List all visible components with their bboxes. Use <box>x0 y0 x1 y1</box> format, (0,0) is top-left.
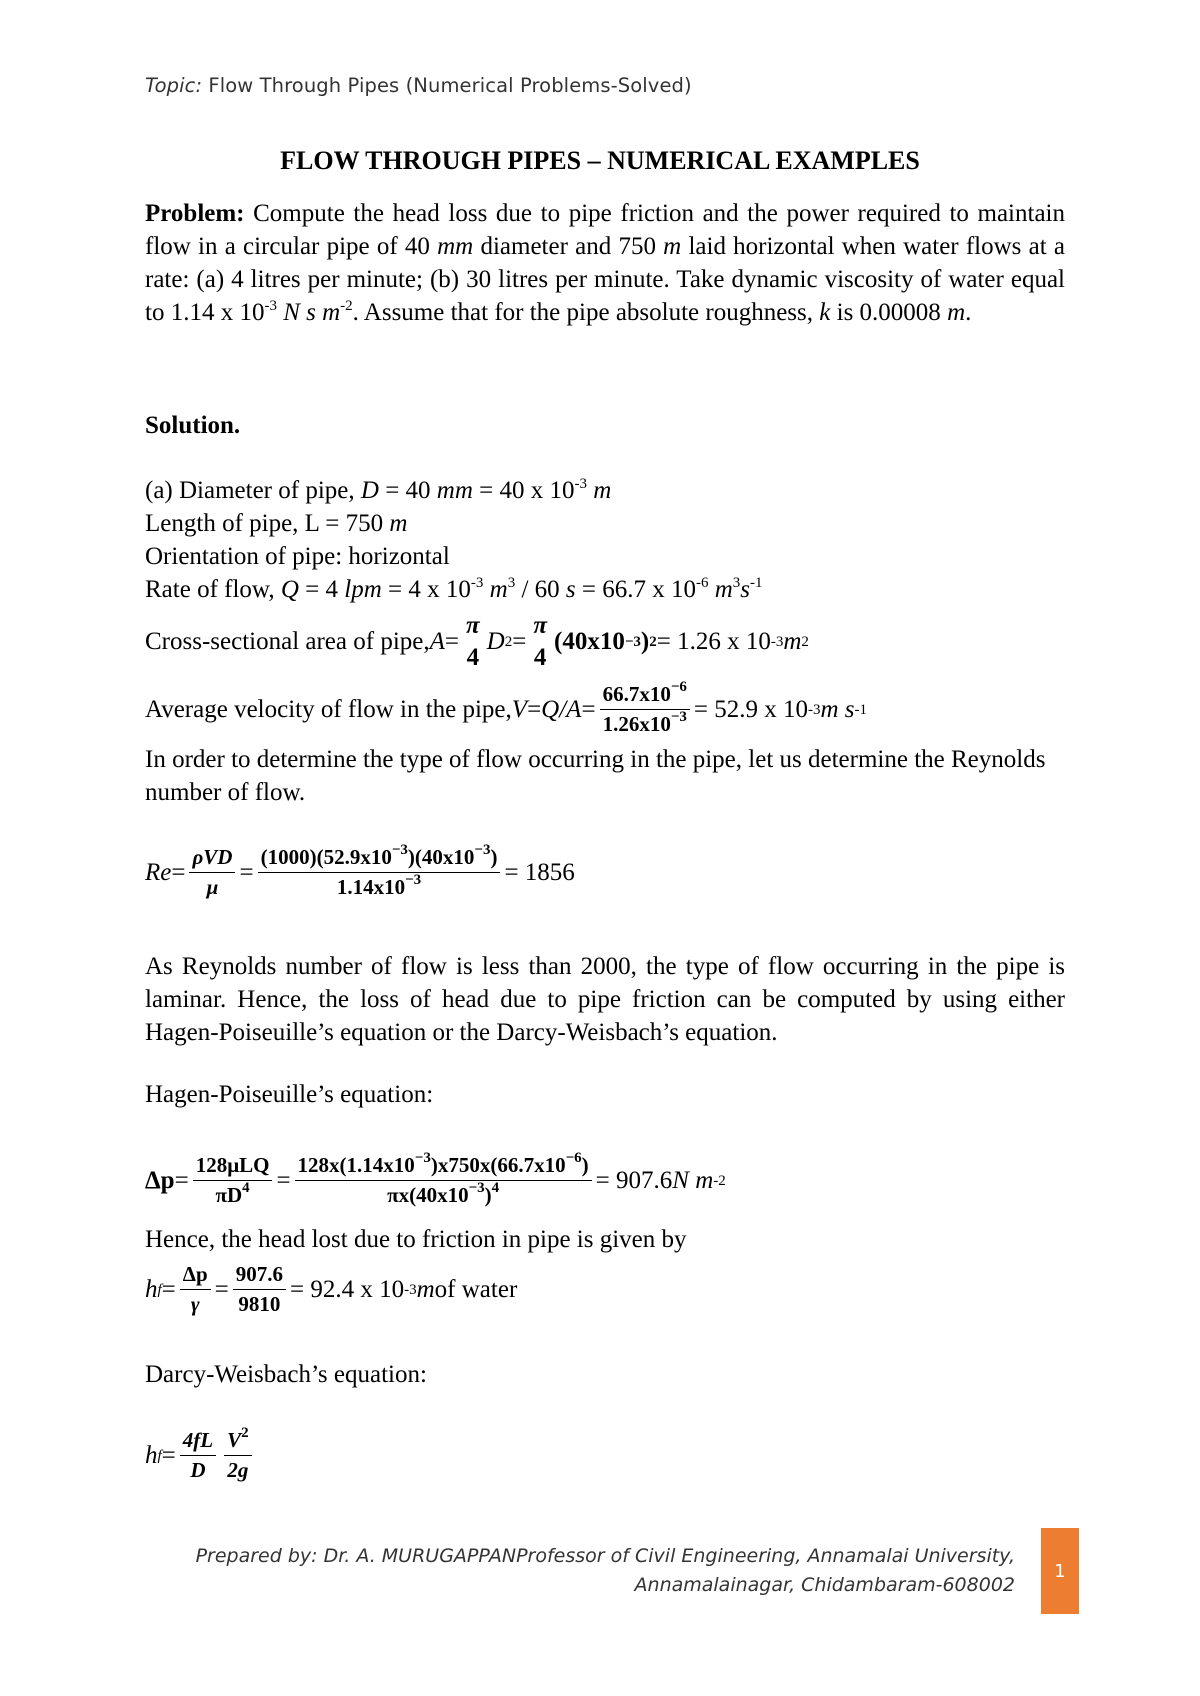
text: = <box>444 628 460 655</box>
headloss-fraction-symbolic: $\frac{\Delta p}{\gamma}$ <box>180 1262 211 1317</box>
fraction-pi-over-4: π 4 <box>533 612 547 671</box>
laminar-paragraph: As Reynolds number of flow is less than 2000, the type of flow occurring in the pipe is laminar. Hence, the loss of head due to pipe friction can be computed by using either Hagen-Poiseuille’s equation or the Darcy-Weisbach’s equation. <box>145 953 1065 1046</box>
expression: (40x10 <box>554 628 625 655</box>
symbol: D <box>360 477 379 504</box>
unit: N s m <box>276 299 341 326</box>
text: = 4 x 10 <box>381 576 471 603</box>
exponent: -3 <box>574 476 588 492</box>
headloss-equation: h f = $\frac{\Delta p}{\gamma}$ = $\frac{907.6}{9810}$ = 92.4 x 10 -3 m of water <box>145 1262 518 1316</box>
unit: m <box>389 510 408 537</box>
flow-rate-line <box>145 576 763 604</box>
hagen-equation: Δp = $\frac{\text{128μLQ}}{\pi D^4}$ = $\frac{128x(1.14x10^{-3})x750x(66.7x10^{-6})}{\pi x(40x10^{-3})^4}$ = 907.6 N m -2 <box>145 1150 726 1207</box>
problem-text: is 0.00008 <box>830 299 948 326</box>
unit: m <box>483 576 508 603</box>
diameter-line <box>145 477 611 505</box>
text: = <box>161 1275 176 1303</box>
headloss-fraction-numeric: $\frac{907.6}{9810}$ <box>233 1262 286 1317</box>
result: = 1856 <box>504 858 575 886</box>
symbol: Q <box>280 576 299 603</box>
symbol: V <box>511 695 528 723</box>
text: = <box>174 1166 189 1194</box>
text: (a) Diameter of pipe, <box>145 477 361 504</box>
exponent: 3 <box>507 575 516 591</box>
unit: N m <box>672 1166 714 1194</box>
darcy-heading: Darcy-Weisbach’s equation: <box>145 1361 427 1388</box>
darcy-equation: h f = $\frac{4fL}{D}$ $\frac{V^2}{2g}$ <box>145 1428 256 1483</box>
reynolds-equation <box>145 842 575 900</box>
text: = <box>527 695 542 723</box>
text: Rate of flow, <box>145 576 281 603</box>
text: = <box>512 628 527 655</box>
unit: mm <box>436 477 473 504</box>
exponent: -3 <box>470 575 484 591</box>
unit: s <box>565 576 576 603</box>
reynolds-intro: In order to determine the type of flow occurring in the pipe, let us determine the Reynolds number of flow. <box>145 746 1046 806</box>
topic-text: Flow Through Pipes (Numerical Problems-Solved) <box>202 74 692 97</box>
unit: m <box>708 576 733 603</box>
problem-text: diameter and 750 <box>473 233 664 260</box>
text: Length of pipe, L = 750 <box>145 510 390 537</box>
area-equation: Cross-sectional area of pipe, A = π 4 D 2 = π 4 (40x10 −3 ) 2 = 1.26 x 10 -3 m 2 <box>145 612 809 671</box>
unit: mm <box>437 233 474 260</box>
exponent: -3 <box>264 298 277 314</box>
hagen-fraction-numeric: $\frac{128x(1.14x10^{-3})x750x(66.7x10^{-6})}{\pi x(40x10^{-3})^4}$ <box>295 1153 592 1208</box>
symbol: Q/A <box>541 695 582 723</box>
unit: m <box>783 628 802 655</box>
text: = <box>161 1441 176 1469</box>
symbol: Δp <box>145 1166 175 1194</box>
symbol: A <box>429 628 445 655</box>
solution-heading: Solution. <box>145 412 241 439</box>
unit: m s <box>820 695 855 723</box>
symbol: D <box>486 628 505 655</box>
text: = 40 <box>378 477 437 504</box>
unit: m <box>663 233 682 260</box>
exponent: -2 <box>340 298 353 314</box>
unit: m <box>587 477 612 504</box>
darcy-fraction-1: $\frac{4fL}{D}$ <box>180 1428 216 1483</box>
unit: lpm <box>344 576 382 603</box>
text: = <box>276 1166 291 1194</box>
velocity-fraction: $\frac{66.7x10^{-6}}{1.26x10^{-3}}$ <box>600 682 690 737</box>
symbol: k <box>819 299 831 326</box>
unit: m <box>947 299 966 326</box>
text: of water <box>434 1275 518 1303</box>
page-header <box>145 74 692 97</box>
text: = 92.4 x 10 <box>290 1275 405 1303</box>
hagen-fraction-symbolic: $\frac{\text{128μLQ}}{\pi D^4}$ <box>193 1153 273 1208</box>
text: = <box>581 695 596 723</box>
topic-label: Topic: <box>145 74 203 97</box>
text: = 52.9 x 10 <box>693 695 808 723</box>
exponent: -6 <box>695 575 709 591</box>
footer-line-2: Annamalainagar, Chidambaram-608002 <box>634 1574 1015 1596</box>
hagen-heading: Hagen-Poiseuille’s equation: <box>145 1081 434 1108</box>
footer-line-1: Prepared by: Dr. A. MURUGAPPANProfessor of Civil Engineering, Annamalai University, <box>195 1545 1015 1567</box>
document-title: FLOW THROUGH PIPES – NUMERICAL EXAMPLES <box>280 146 920 175</box>
page-number-badge: 1 <box>1041 1528 1079 1614</box>
text: = <box>171 858 186 886</box>
velocity-equation: Average velocity of flow in the pipe, V = Q/A = $\frac{66.7x10^{-6}}{1.26x10^{-3}}$ = 52.9 x 10 -3 m s -1 <box>145 679 868 736</box>
orientation-line: Orientation of pipe: horizontal <box>145 543 450 570</box>
reynolds-fraction-numeric: $\frac{(1000)(52.9x10^{-3})(40x10^{-3})}{1.14x10^{-3}}$ <box>258 845 501 900</box>
problem-text: . Assume that for the pipe absolute roughness, <box>352 299 820 326</box>
problem-label: Problem: <box>145 200 245 227</box>
reynolds-fraction-symbolic: $\frac{\text{ρVD}}{\mu}$ <box>189 845 235 900</box>
text: = <box>239 858 254 886</box>
page-footer <box>196 1542 1015 1600</box>
symbol: h <box>145 1275 158 1303</box>
text: = 40 x 10 <box>472 477 575 504</box>
text: = <box>214 1275 229 1303</box>
problem-text: . <box>965 299 972 326</box>
text: = 66.7 x 10 <box>575 576 696 603</box>
text: Cross-sectional area of pipe, <box>145 628 430 655</box>
text: = 1.26 x 10 <box>656 628 771 655</box>
unit: m <box>416 1275 435 1303</box>
text: Average velocity of flow in the pipe, <box>145 695 512 723</box>
exponent: -1 <box>750 575 763 591</box>
problem-text: laid horizontal when water flows at a rate: (a) 4 litres per minute; (b) 30 litres per minute. Take dynamic viscosity of water equal to 1.14 x 10 <box>145 233 1065 326</box>
exponent: 3 <box>732 575 741 591</box>
expression: ) <box>640 628 650 655</box>
darcy-fraction-2: $\frac{V^2}{2g}$ <box>224 1428 252 1483</box>
problem-statement <box>145 197 1065 329</box>
problem-text: Compute the head loss due to pipe friction and the power required to maintain flow in a circular pipe of 40 <box>145 200 1065 260</box>
unit: s <box>740 576 751 603</box>
fraction-pi-over-4: π 4 <box>466 612 480 671</box>
symbol: h <box>145 1441 158 1469</box>
result: = 907.6 <box>595 1166 673 1194</box>
length-line <box>145 510 407 538</box>
text: = 4 <box>298 576 345 603</box>
headloss-text: Hence, the head lost due to friction in pipe is given by <box>145 1226 687 1253</box>
symbol: Re <box>145 858 172 886</box>
text: / 60 <box>515 576 566 603</box>
